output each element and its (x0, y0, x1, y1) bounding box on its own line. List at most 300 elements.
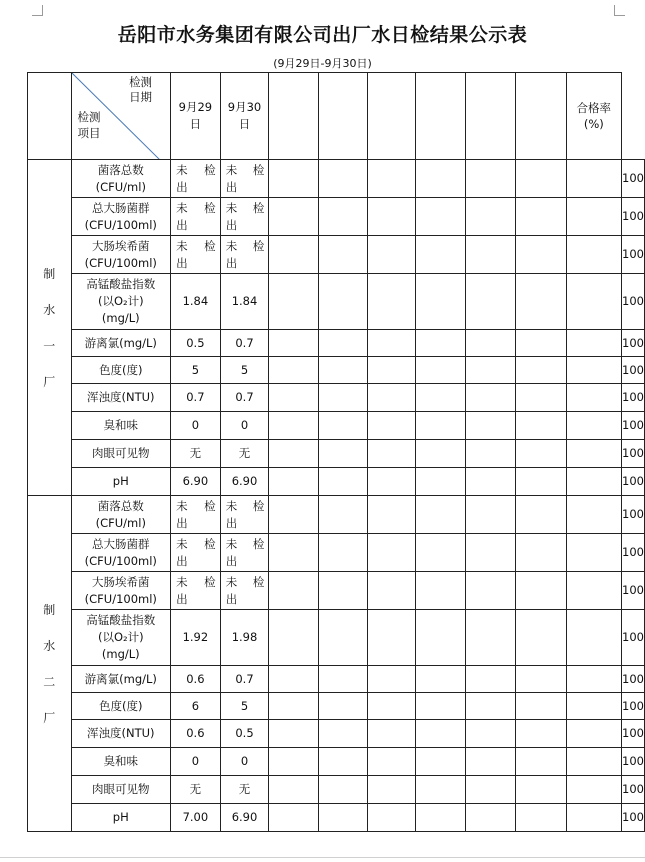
table-row (28, 666, 645, 693)
empty-cell (566, 330, 622, 357)
empty-cell (415, 693, 465, 720)
table-row (28, 412, 645, 440)
result-value-cell (220, 236, 269, 274)
empty-cell (516, 357, 566, 384)
test-item-cell (71, 468, 171, 496)
empty-cell (415, 610, 465, 666)
result-value-cell: 0.5 (220, 720, 269, 748)
empty-cell (516, 572, 566, 610)
empty-cell (516, 274, 566, 330)
pass-rate-cell: 100 (622, 236, 645, 274)
pass-rate-cell: 100 (622, 610, 645, 666)
plant-name-char: 二 (43, 674, 56, 689)
pass-rate-cell: 100 (622, 534, 645, 572)
result-value-cell: 0 (171, 748, 221, 776)
empty-cell (269, 330, 318, 357)
empty-cell (318, 330, 367, 357)
empty-cell (516, 534, 566, 572)
result-value-cell: 1.84 (220, 274, 269, 330)
empty-cell (318, 804, 367, 832)
plant-name-char: 水 (43, 302, 56, 317)
test-item-line: 游离氯(mg/L) (84, 671, 157, 686)
diag-bottom-line-2: 项目 (77, 126, 101, 140)
result-value-cell: 0.7 (220, 384, 269, 412)
test-item-cell (71, 496, 171, 534)
empty-cell (566, 496, 622, 534)
result-value-line: 未检 (176, 200, 216, 215)
empty-cell (269, 160, 318, 198)
pass-rate-cell: 100 (622, 412, 645, 440)
empty-cell (566, 776, 622, 804)
pass-rate-cell: 100 (622, 666, 645, 693)
empty-cell (516, 440, 566, 468)
result-value-line: 出 (176, 591, 188, 606)
date-header-2 (220, 73, 269, 160)
plant-name-char: 厂 (43, 710, 56, 725)
empty-cell (516, 776, 566, 804)
empty-cell (269, 720, 318, 748)
empty-cell (367, 412, 415, 440)
empty-cell (415, 572, 465, 610)
table-row (28, 693, 645, 720)
result-value-cell (171, 534, 221, 572)
result-value-cell: 0.7 (220, 666, 269, 693)
empty-cell (415, 776, 465, 804)
empty-cell (466, 720, 516, 748)
table-row (28, 384, 645, 412)
empty-cell (516, 666, 566, 693)
test-item-line: 大肠埃希菌 (92, 238, 150, 253)
empty-cell (466, 534, 516, 572)
empty-cell (415, 412, 465, 440)
result-value-line: 出 (225, 553, 238, 568)
date-header-empty (269, 73, 318, 160)
inspection-results-table (27, 72, 645, 832)
test-item-cell (71, 776, 171, 804)
empty-cell (516, 198, 566, 236)
test-item-line: 肉眼可见物 (92, 782, 150, 796)
empty-cell (269, 236, 318, 274)
empty-cell (318, 357, 367, 384)
table-row (28, 610, 645, 666)
empty-cell (415, 468, 465, 496)
empty-cell (466, 572, 516, 610)
plant-name-char: 水 (43, 638, 56, 653)
test-item-line: (CFU/100ml) (84, 591, 157, 606)
result-value-line: 出 (176, 553, 188, 568)
date-header-text: 日 (189, 117, 202, 131)
result-value-cell: 1.98 (220, 610, 269, 666)
result-value-cell: 0 (220, 748, 269, 776)
table-row (28, 198, 645, 236)
empty-cell (566, 412, 622, 440)
result-value-line: 未检 (176, 162, 216, 177)
empty-cell (318, 198, 367, 236)
result-value-line: 出 (225, 515, 238, 530)
test-item-cell (71, 236, 171, 274)
empty-cell (566, 198, 622, 236)
result-value-line: 未检 (225, 200, 265, 215)
result-value-line: 未检 (176, 574, 216, 589)
empty-cell (269, 804, 318, 832)
table-row (28, 330, 645, 357)
result-value-line: 出 (225, 591, 238, 606)
pass-rate-cell: 100 (622, 804, 645, 832)
empty-cell (466, 160, 516, 198)
empty-cell (367, 274, 415, 330)
empty-cell (415, 160, 465, 198)
test-item-line: 游离氯(mg/L) (84, 335, 157, 350)
pass-rate-cell: 100 (622, 160, 645, 198)
result-value-cell (171, 572, 221, 610)
empty-cell (415, 357, 465, 384)
empty-cell (318, 720, 367, 748)
test-item-cell (71, 440, 171, 468)
test-item-cell (71, 804, 171, 832)
empty-cell (566, 274, 622, 330)
date-header-empty (466, 73, 516, 160)
test-item-cell (71, 720, 171, 748)
result-value-line: 出 (176, 515, 188, 530)
empty-cell (269, 412, 318, 440)
pass-rate-header (566, 73, 622, 160)
pass-rate-cell: 100 (622, 496, 645, 534)
empty-cell (269, 748, 318, 776)
empty-cell (269, 468, 318, 496)
empty-cell (516, 693, 566, 720)
empty-cell (466, 804, 516, 832)
empty-cell (269, 274, 318, 330)
result-value-cell: 5 (171, 357, 221, 384)
empty-cell (566, 610, 622, 666)
empty-cell (466, 666, 516, 693)
diag-bottom-line-1: 检测 (77, 110, 101, 124)
empty-cell (318, 693, 367, 720)
result-value-cell: 0.5 (171, 330, 221, 357)
test-item-cell (71, 274, 171, 330)
empty-cell (566, 666, 622, 693)
table-row (28, 274, 645, 330)
empty-cell (318, 384, 367, 412)
pass-rate-cell: 100 (622, 330, 645, 357)
empty-cell (367, 610, 415, 666)
test-item-line: (CFU/ml) (95, 515, 146, 530)
result-value-cell: 6.90 (171, 468, 221, 496)
test-item-line: (CFU/ml) (95, 179, 146, 194)
empty-cell (466, 274, 516, 330)
empty-cell (415, 496, 465, 534)
test-item-cell (71, 198, 171, 236)
empty-cell (367, 776, 415, 804)
empty-cell (415, 666, 465, 693)
empty-cell (566, 160, 622, 198)
date-header-text: 日 (238, 117, 251, 131)
result-value-line: 出 (225, 179, 238, 194)
result-value-cell (220, 572, 269, 610)
test-item-line: pH (112, 474, 129, 488)
test-item-line: (CFU/100ml) (84, 255, 157, 270)
test-item-cell (71, 412, 171, 440)
empty-cell (367, 468, 415, 496)
pass-rate-cell: 100 (622, 357, 645, 384)
test-item-line: (mg/L) (101, 647, 140, 661)
empty-cell (566, 440, 622, 468)
empty-cell (367, 572, 415, 610)
empty-cell (566, 693, 622, 720)
empty-cell (367, 666, 415, 693)
empty-cell (415, 804, 465, 832)
empty-cell (466, 496, 516, 534)
result-value-line: 出 (176, 255, 188, 270)
pass-rate-cell: 100 (622, 198, 645, 236)
result-value-cell: 无 (220, 776, 269, 804)
empty-cell (318, 666, 367, 693)
test-item-line: 浑浊度(NTU) (87, 726, 155, 740)
test-item-line: 色度(度) (99, 362, 143, 377)
date-header-empty (367, 73, 415, 160)
result-value-cell (220, 198, 269, 236)
pass-rate-cell: 100 (622, 748, 645, 776)
date-header-text: 9月30 (227, 100, 262, 114)
result-value-cell (220, 496, 269, 534)
empty-cell (566, 357, 622, 384)
empty-cell (466, 468, 516, 496)
result-value-cell (171, 198, 221, 236)
result-value-cell (171, 496, 221, 534)
empty-cell (367, 534, 415, 572)
pass-rate-cell: 100 (622, 440, 645, 468)
table-row (28, 236, 645, 274)
test-item-line: 菌落总数 (97, 162, 144, 177)
empty-cell (269, 776, 318, 804)
result-value-cell: 0 (220, 412, 269, 440)
empty-cell (566, 534, 622, 572)
empty-cell (516, 496, 566, 534)
empty-cell (466, 440, 516, 468)
empty-cell (367, 236, 415, 274)
test-item-cell (71, 666, 171, 693)
pass-rate-cell: 100 (622, 693, 645, 720)
test-item-cell (71, 384, 171, 412)
empty-cell (516, 748, 566, 776)
test-item-line: (CFU/100ml) (84, 553, 157, 568)
empty-cell (318, 610, 367, 666)
test-item-cell (71, 357, 171, 384)
test-item-line: 大肠埃希菌 (92, 574, 150, 589)
empty-cell (367, 804, 415, 832)
empty-cell (516, 412, 566, 440)
empty-cell (367, 440, 415, 468)
empty-cell (269, 572, 318, 610)
result-value-cell: 7.00 (171, 804, 221, 832)
plant-name-cell (28, 160, 72, 496)
result-value-line: 未检 (225, 536, 265, 551)
empty-cell (318, 468, 367, 496)
plant-name-cell (28, 496, 72, 832)
test-item-cell (71, 572, 171, 610)
empty-cell (466, 610, 516, 666)
plant-name-char: 一 (43, 338, 56, 353)
test-item-line: pH (112, 810, 129, 824)
empty-cell (566, 804, 622, 832)
test-item-line: 臭和味 (103, 754, 139, 768)
empty-cell (415, 236, 465, 274)
plant-name-char: 厂 (43, 374, 56, 389)
pass-rate-cell: 100 (622, 468, 645, 496)
empty-cell (566, 468, 622, 496)
empty-cell (516, 236, 566, 274)
page-bottom-edge (0, 857, 645, 858)
test-item-line: 色度(度) (99, 698, 143, 713)
date-header-empty (516, 73, 566, 160)
empty-cell (466, 412, 516, 440)
header-plant-cell (28, 73, 72, 160)
table-row (28, 468, 645, 496)
date-header-empty (415, 73, 465, 160)
document-title: 岳阳市水务集团有限公司出厂水日检结果公示表 (117, 24, 528, 46)
empty-cell (269, 440, 318, 468)
result-value-cell: 0.7 (220, 330, 269, 357)
result-value-cell: 0.6 (171, 720, 221, 748)
empty-cell (415, 274, 465, 330)
empty-cell (269, 610, 318, 666)
empty-cell (566, 748, 622, 776)
test-item-line: (mg/L) (101, 311, 140, 325)
empty-cell (367, 496, 415, 534)
test-item-cell (71, 610, 171, 666)
result-value-cell: 6 (171, 693, 221, 720)
result-value-cell (171, 236, 221, 274)
empty-cell (318, 534, 367, 572)
empty-cell (466, 357, 516, 384)
table-row (28, 720, 645, 748)
result-value-cell: 5 (220, 693, 269, 720)
empty-cell (367, 748, 415, 776)
empty-cell (415, 534, 465, 572)
test-item-line: 高锰酸盐指数 (86, 277, 156, 291)
empty-cell (318, 160, 367, 198)
test-item-cell (71, 748, 171, 776)
empty-cell (269, 357, 318, 384)
test-item-line: 浑浊度(NTU) (87, 390, 155, 404)
result-value-line: 未检 (225, 238, 265, 253)
result-value-cell: 6.90 (220, 468, 269, 496)
empty-cell (318, 412, 367, 440)
empty-cell (367, 693, 415, 720)
header-row (28, 73, 645, 160)
result-value-line: 未检 (176, 498, 216, 513)
test-item-line: 肉眼可见物 (92, 446, 150, 460)
empty-cell (415, 748, 465, 776)
result-value-cell: 6.90 (220, 804, 269, 832)
pass-rate-cell: 100 (622, 720, 645, 748)
pass-rate-cell: 100 (622, 572, 645, 610)
plant-name-char: 制 (43, 602, 56, 617)
empty-cell (269, 384, 318, 412)
test-item-line: 臭和味 (103, 418, 139, 432)
empty-cell (269, 198, 318, 236)
result-value-cell: 0 (171, 412, 221, 440)
empty-cell (516, 610, 566, 666)
empty-cell (367, 330, 415, 357)
table-row (28, 776, 645, 804)
result-value-line: 出 (225, 255, 238, 270)
date-header-1 (171, 73, 221, 160)
table-row (28, 748, 645, 776)
empty-cell (415, 440, 465, 468)
diag-label-item (78, 109, 101, 141)
diagonal-header-cell (71, 73, 171, 160)
empty-cell (415, 720, 465, 748)
empty-cell (566, 236, 622, 274)
empty-cell (566, 572, 622, 610)
empty-cell (566, 384, 622, 412)
pass-rate-cell: 100 (622, 384, 645, 412)
test-item-cell (71, 160, 171, 198)
date-header-text: 9月29 (178, 100, 213, 114)
result-value-cell: 无 (220, 440, 269, 468)
result-value-line: 出 (225, 217, 238, 232)
empty-cell (318, 496, 367, 534)
result-value-cell (220, 534, 269, 572)
empty-cell (516, 804, 566, 832)
plant-name-char: 制 (43, 266, 56, 281)
empty-cell (367, 384, 415, 412)
pass-rate-label: 合格率 (576, 101, 612, 115)
empty-cell (516, 468, 566, 496)
empty-cell (318, 572, 367, 610)
result-value-line: 未检 (176, 238, 216, 253)
document-subtitle: (9月29日-9月30日) (273, 57, 372, 70)
empty-cell (367, 160, 415, 198)
empty-cell (466, 776, 516, 804)
test-item-line: 菌落总数 (97, 498, 144, 513)
empty-cell (516, 384, 566, 412)
empty-cell (516, 330, 566, 357)
result-value-cell: 5 (220, 357, 269, 384)
empty-cell (466, 748, 516, 776)
empty-cell (318, 274, 367, 330)
empty-cell (318, 440, 367, 468)
empty-cell (516, 720, 566, 748)
empty-cell (466, 198, 516, 236)
test-item-cell (71, 693, 171, 720)
result-value-cell (171, 160, 221, 198)
result-value-cell (220, 160, 269, 198)
diag-top-line-2: 日期 (129, 90, 153, 104)
result-value-line: 未检 (225, 162, 265, 177)
empty-cell (318, 236, 367, 274)
pass-rate-cell: 100 (622, 776, 645, 804)
table-row (28, 804, 645, 832)
result-value-cell: 0.6 (171, 666, 221, 693)
test-item-cell (71, 534, 171, 572)
empty-cell (516, 160, 566, 198)
empty-cell (415, 384, 465, 412)
table-row (28, 496, 645, 534)
empty-cell (566, 720, 622, 748)
result-value-line: 未检 (176, 536, 216, 551)
result-value-cell: 无 (171, 440, 221, 468)
test-item-line: 高锰酸盐指数 (86, 613, 156, 627)
table-row (28, 357, 645, 384)
test-item-line: 总大肠菌群 (92, 200, 150, 215)
empty-cell (269, 534, 318, 572)
result-value-line: 出 (176, 179, 188, 194)
result-value-line: 未检 (225, 498, 265, 513)
table-row (28, 160, 645, 198)
result-value-cell: 1.92 (171, 610, 221, 666)
